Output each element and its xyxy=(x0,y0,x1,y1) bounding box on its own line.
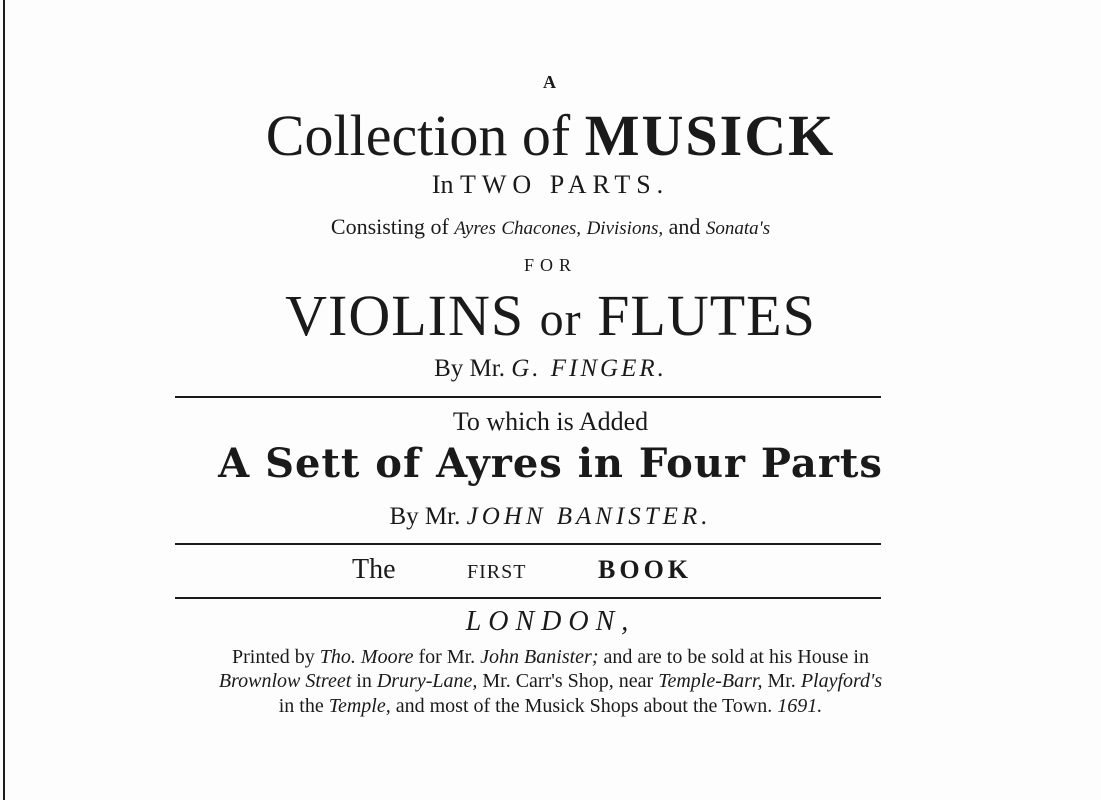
divider-rule xyxy=(175,396,881,398)
imprint-line-1 xyxy=(0,645,1101,669)
consisting-prefix: Consisting of xyxy=(330,214,449,239)
main-title-prefix: Collection of xyxy=(265,103,571,168)
composer-line xyxy=(0,354,1101,384)
title-article: A xyxy=(543,72,558,92)
first-word: FIRST xyxy=(467,561,527,583)
main-title-caps: MUSICK xyxy=(584,103,836,168)
flutes-word: FLUTES xyxy=(597,283,816,348)
imprint-text: for Mr. xyxy=(418,646,476,668)
for-line: FOR xyxy=(523,255,577,275)
book-word: BOOK xyxy=(598,555,693,584)
imprint-line-3 xyxy=(0,694,1101,718)
imprint-place: Temple, xyxy=(328,695,391,717)
imprint-text: Mr. xyxy=(767,670,796,692)
london-line: LONDON, xyxy=(465,606,636,637)
imprint-text: Printed by xyxy=(232,646,315,668)
main-title xyxy=(0,104,1101,168)
violins-word: VIOLINS xyxy=(285,283,525,348)
composer-prefix: By Mr. xyxy=(434,355,505,382)
imprint-seller: Playford's xyxy=(800,670,883,692)
book-line xyxy=(0,554,1101,588)
parts-caps: TWO PARTS. xyxy=(460,170,670,199)
imprint-year: 1691. xyxy=(777,695,823,717)
parts-prefix: In xyxy=(431,170,454,199)
instruments-title xyxy=(0,283,1101,353)
imprint-printer: Tho. Moore xyxy=(319,646,414,668)
consisting-sonatas: Sonata's xyxy=(705,218,771,239)
composer2-name: JOHN BANISTER. xyxy=(466,503,712,530)
composer2-prefix: By Mr. xyxy=(389,503,461,530)
divider-rule xyxy=(175,543,881,545)
imprint-text: and are to be sold at his House in xyxy=(603,646,869,668)
consisting-line xyxy=(0,213,1101,243)
consisting-ayres: Ayres xyxy=(454,218,496,239)
imprint-text: in xyxy=(356,670,372,692)
consisting-and: and xyxy=(668,214,701,239)
composer2-line xyxy=(0,502,1101,532)
sett-title: A Sett of Ayres in Four Parts xyxy=(218,440,883,487)
imprint-text: Mr. Carr's Shop, near xyxy=(482,670,654,692)
imprint-text: in the xyxy=(278,695,324,717)
or-word: or xyxy=(539,293,582,346)
imprint-place: Drury-Lane, xyxy=(376,670,478,692)
divider-rule xyxy=(175,597,881,599)
consisting-chacones: Chacones, xyxy=(501,218,582,239)
imprint-publisher: John Banister; xyxy=(480,646,599,668)
imprint-line-2 xyxy=(0,669,1101,693)
imprint-place: Temple-Barr, xyxy=(658,670,763,692)
composer-name: G. FINGER. xyxy=(511,355,667,382)
imprint-text: and most of the Musick Shops about the Town. xyxy=(395,695,773,717)
parts-line xyxy=(0,170,1101,200)
the-word: The xyxy=(352,554,396,585)
imprint-street: Brownlow Street xyxy=(218,670,352,692)
consisting-divisions: Divisions, xyxy=(586,218,664,239)
added-intro: To which is Added xyxy=(452,407,649,436)
